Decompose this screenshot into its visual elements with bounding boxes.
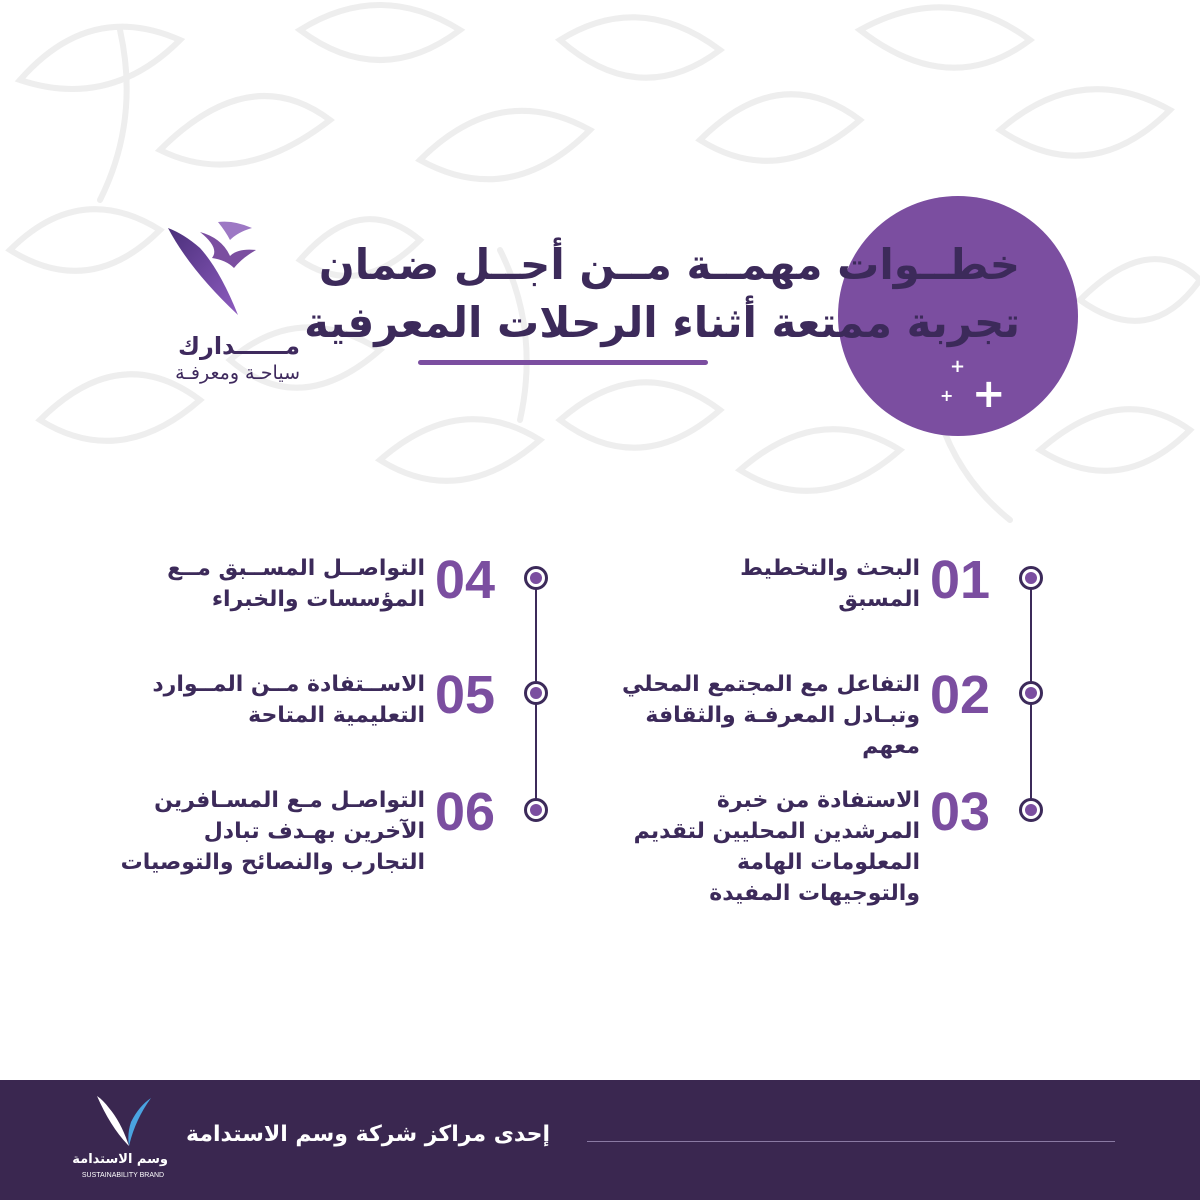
brand-logo [120, 210, 300, 390]
footer-logo-english: SUSTAINABILITY BRAND [81, 1172, 165, 1179]
step-number: 06 [435, 782, 496, 842]
brand-tagline: سياحـة ومعرفـة [175, 362, 300, 384]
plus-icon: + [972, 371, 1006, 417]
timeline-dot-icon [524, 566, 548, 590]
timeline-dot-icon [1019, 798, 1043, 822]
title-underline [418, 360, 708, 365]
step-text: التواصـل مـع المسـافرين الآخرين بهـدف تبادل التجارب والنصائح والتوصيات [120, 788, 425, 875]
timeline-dot-icon [524, 798, 548, 822]
step-text: التواصــل المســبق مــع المؤسسات والخبراء [167, 556, 425, 612]
step-number: 03 [930, 782, 991, 842]
plus-icon: + [940, 386, 954, 405]
footer-logo-arabic: وسم الاستدامة [72, 1152, 168, 1167]
step-number: 05 [435, 665, 496, 725]
step-text: الاســتفادة مــن المــوارد التعليمية المتاحة [152, 672, 425, 728]
sustainability-logo [72, 1092, 168, 1192]
footer-divider [587, 1141, 1115, 1142]
brand-logo-icon [160, 210, 260, 320]
sustainability-logo-icon [93, 1092, 153, 1150]
brand-name: مــــــدارك [178, 332, 300, 360]
step-text: الاستفادة من خبرة المرشدين المحليين لتقديم المعلومات الهامة والتوجيهات المفيدة [633, 788, 920, 906]
title-line-1: خطــوات مهمــة مــن أجــل ضمان [318, 240, 1020, 289]
page-title [304, 236, 1020, 352]
timeline-dot-icon [524, 681, 548, 705]
footer-bar [0, 1080, 1200, 1200]
timeline-dot-icon [1019, 681, 1043, 705]
step-number: 01 [930, 550, 991, 610]
footer-text: إحدى مراكز شركة وسم الاستدامة [186, 1122, 550, 1147]
step-number: 04 [435, 550, 496, 610]
step-text: التفاعل مع المجتمع المحلي وتبـادل المعرفـة والثقافة معهم [622, 672, 920, 759]
step-text: البحث والتخطيط المسبق [740, 556, 920, 612]
plus-icon: + [950, 356, 966, 377]
step-number: 02 [930, 665, 991, 725]
timeline-dot-icon [1019, 566, 1043, 590]
title-line-2: تجربة ممتعة أثناء الرحلات المعرفية [304, 298, 1020, 347]
